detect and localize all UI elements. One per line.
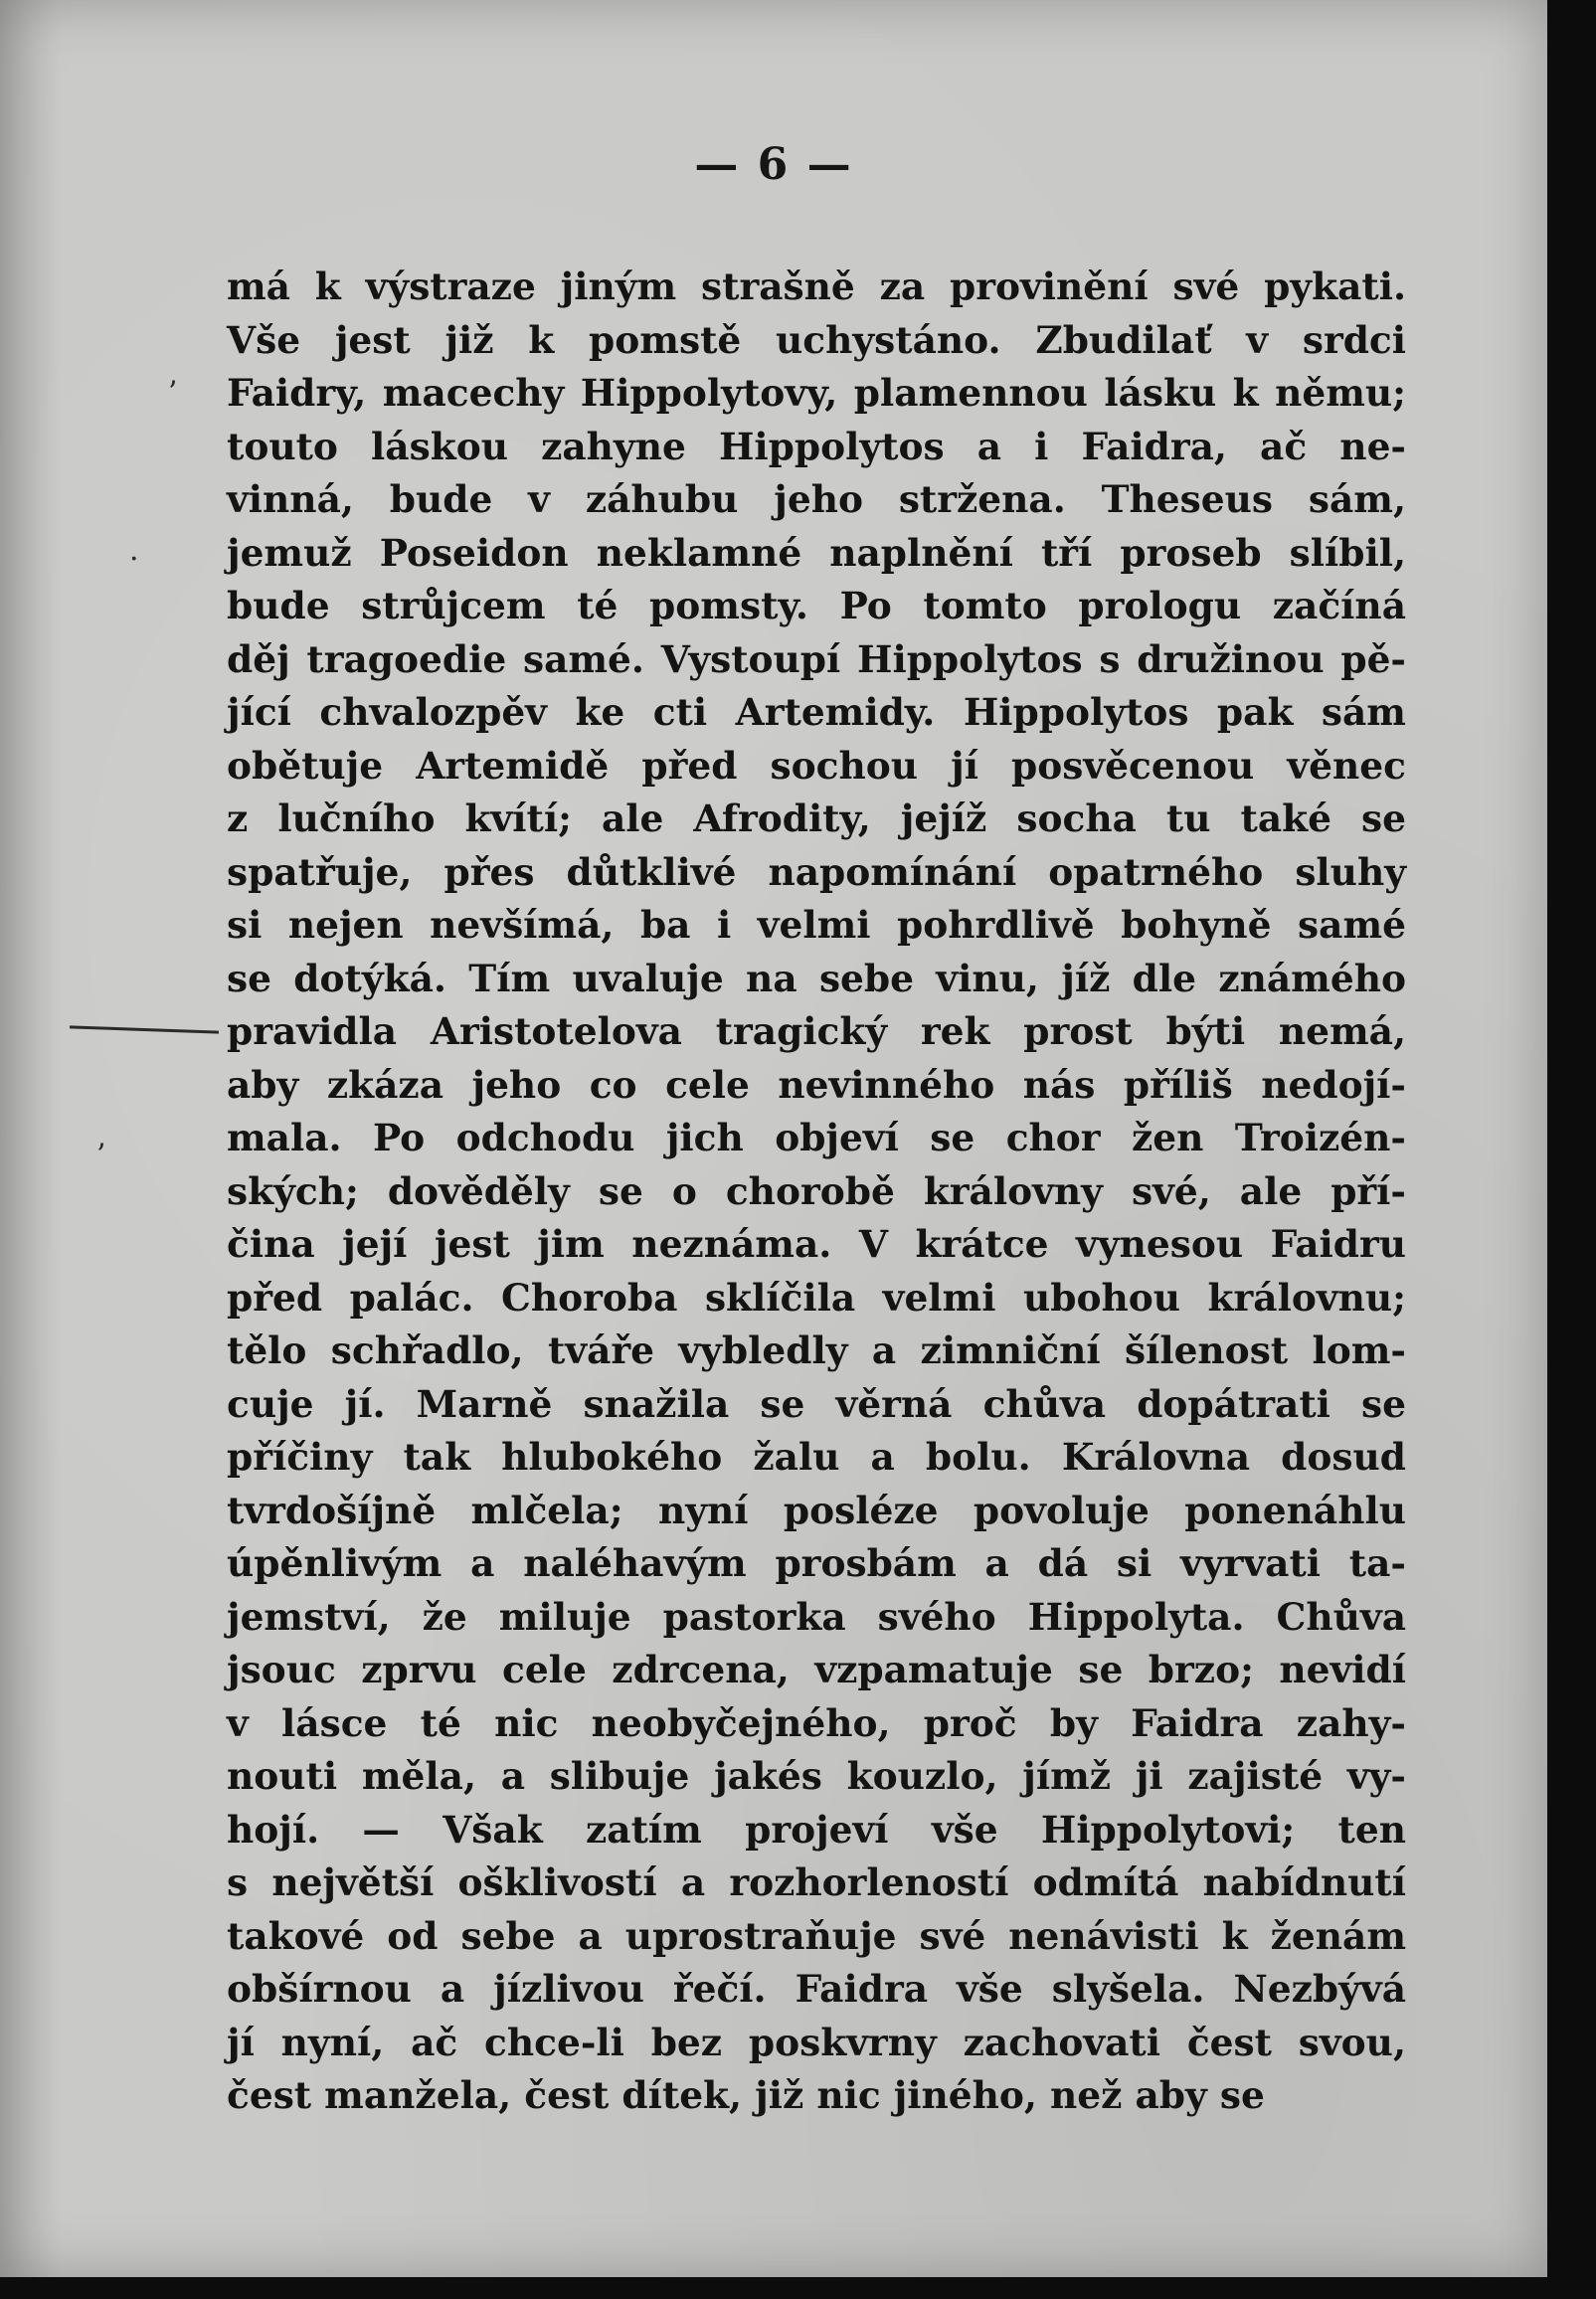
page-number: — 6 — [694,139,853,190]
scan-border-right [1547,0,1596,2299]
text-line: děj tragoedie samé. Vystoupí Hippolytos s družinou pě- [227,636,1406,681]
text-line: čest manžela, čest dítek, již nic jiného, než aby se [227,2073,1265,2117]
text-line: pravidla Aristotelova tragický rek prost býti nemá, [227,1009,1406,1053]
text-line: nouti měla, a slibuje jakés kouzlo, jímž ji zajisté vy- [227,1754,1406,1798]
text-line: v lásce té nic neobyčejného, proč by Faidra zahy- [227,1700,1406,1745]
text-line: aby zkáza jeho co cele nevinného nás příliš nedojí- [227,1062,1406,1107]
text-line: touto láskou zahyne Hippolytos a i Faidra, ač ne- [227,424,1406,468]
margin-pencil-mark [70,1025,219,1033]
text-line: hojí. — Však zatím projeví vše Hippolytovi; ten [227,1807,1406,1852]
text-line: obětuje Artemidě před sochou jí posvěcenou věnec [227,743,1406,788]
text-line: tvrdošíjně mlčela; nyní posléze povoluje ponenáhlu [227,1488,1406,1532]
text-line: jemuž Poseidon neklamné naplnění tří proseb slíbil, [227,530,1406,575]
scan-border-bottom [0,2277,1596,2299]
text-line: tělo schřadlo, tváře vybledly a zimniční šílenost lom- [227,1328,1406,1372]
text-line: s největší ošklivostí a rozhorleností odmítá nabídnutí [227,1860,1406,1904]
text-line: úpěnlivým a naléhavým prosbám a dá si vyrvati ta- [227,1541,1406,1585]
margin-speck: ʼ [95,1139,105,1173]
margin-speck: ʼ [167,376,177,411]
text-line: si nejen nevšímá, ba i velmi pohrdlivě bohyně samé [227,903,1406,947]
text-line: příčiny tak hlubokého žalu a bolu. Královna dosud [227,1435,1406,1479]
text-line: před palác. Choroba sklíčila velmi ubohou královnu; [227,1275,1406,1320]
text-line: čina její jest jim neznáma. V krátce vynesou Faidru [227,1222,1406,1266]
text-line: mala. Po odchodu jich objeví se chor žen Troizén- [227,1116,1406,1159]
text-line: jící chvalozpěv ke cti Artemidy. Hippolytos pak sám [227,690,1406,734]
text-line: vinná, bude v záhubu jeho stržena. Theseus sám, [227,477,1406,521]
text-line: jsouc zprvu cele zdrcena, vzpamatuje se brzo; nevidí [227,1648,1406,1691]
text-line: se dotýká. Tím uvaluje na sebe vinu, jíž dle známého [227,956,1406,1000]
text-line: spatřuje, přes důtklivé napomínání opatrného sluhy [227,849,1406,894]
text-line: cuje jí. Marně snažila se věrná chůva dopátrati se [227,1381,1406,1426]
text-line: obšírnou a jízlivou řečí. Faidra vše slyšela. Nezbývá [227,1967,1406,2011]
text-line: Faidry, macechy Hippolytovy, plamennou lásku k němu; [227,371,1406,415]
margin-speck: · [129,542,139,577]
text-line: má k výstraze jiným strašně za provinění své pykati. [227,265,1406,308]
body-text [227,261,1406,2123]
text-line: z lučního kvítí; ale Afrodity, jejíž socha tu také se [227,796,1406,840]
text-line: Vše jest již k pomstě uchystáno. Zbudilať v srdci [227,317,1406,362]
spine-shadow [0,0,60,2277]
text-line: ských; dověděly se o chorobě královny své, ale pří- [227,1168,1406,1213]
text-line: bude strůjcem té pomsty. Po tomto prologu začíná [227,584,1406,627]
text-line: jí nyní, ač chce-li bez poskvrny zachovati čest svou, [227,2020,1406,2064]
text-line: jemství, že miluje pastorka svého Hippolyta. Chůva [227,1594,1406,1639]
text-line: takové od sebe a uprostraňuje své nenávisti k ženám [227,1913,1406,1958]
